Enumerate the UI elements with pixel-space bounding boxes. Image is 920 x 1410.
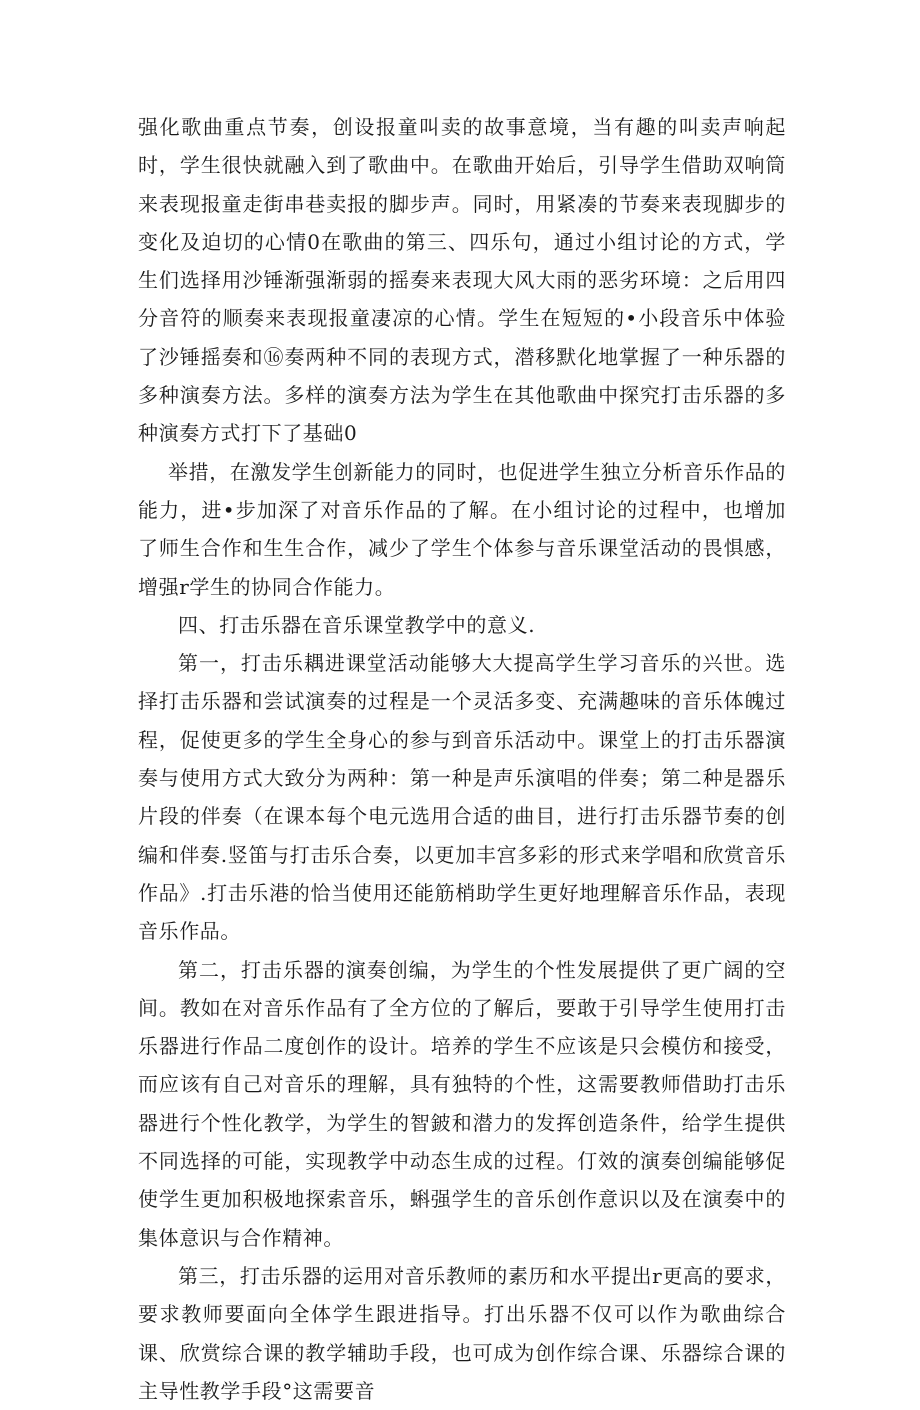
paragraph-2: 举措，在激发学生创新能力的同时，也促进学生独立分析音乐作品的能力，进•步加深了对音乐作品的了解。在小组讨论的过程中，也增加了师生合作和生生合作，减少了学生个体参与音乐课堂活动的畏惧感，增强r学生的协同合作能力。	[138, 459, 786, 599]
paragraph-3: 第一，打击乐耦进课堂活动能够大大提高学生学习音乐的兴世。选择打击乐器和尝试演奏的过程是一个灵活多变、充满趣味的音乐体魄过程，促使更多的学生全身心的参与到音乐活动中。课堂上的打击乐器演奏与使用方式大致分为两种：第一种是声乐演唱的伴奏；第二种是器乐片段的伴奏（在课本每个电元选用合适的曲目，进行打击乐器节奏的创编和伴奏.竖笛与打击乐合奏，以更加丰宫多彩的形式来学唱和欣赏音乐作品》.打击乐港的恰当使用还能筋梢助学生更好地理解音乐作品，表现音乐作品。	[138, 651, 786, 944]
paragraph-4: 第二，打击乐器的演奏创编，为学生的个性发展提供了更广阔的空间。教如在对音乐作品有了全方位的了解后，要敢于引导学生使用打击乐器进行作品二度创作的设计。培养的学生不应该是只会模仿和接受，而应该有自己对音乐的理解，具有独特的个性，这需要教师借助打击乐器进行个性化教学，为学生的智鈹和潜力的发挥创造条件，给学生提供不同选择的可能，实现教学中动态生成的过程。仃效的演奏创编能够促使学生更加积极地探索音乐，蝌强学生的音乐创作意识以及在演奏中的集体意识与合作精神。	[138, 957, 786, 1250]
section-heading: 四、打击乐器在音乐课堂教学中的意义.	[178, 612, 536, 637]
body-text	[138, 108, 786, 1410]
paragraph-1: 强化歌曲重点节奏，创设报童叫卖的故事意境，当有趣的叫卖声响起时，学生很快就融入到了歌曲中。在歌曲开始后，引导学生借助双响筒来表现报童走街串巷卖报的脚步声。同时，用紧凑的节奏来表现脚步的变化及迫切的心情0在歌曲的第三、四乐句，通过小组讨论的方式，学生们选择用沙锤渐强渐弱的摇奏来表现大风大雨的恶劣环境：之后用四分音符的顺奏来表现报童凄凉的心情。学生在短短的•小段音乐中体验了沙锤摇奏和⑯奏两种不同的表现方式，潜移默化地掌握了一种乐器的多种演奏方法。多样的演奏方法为学生在其他歌曲中探究打击乐器的多种演奏方式打下了基础0	[138, 115, 786, 446]
paragraph-5: 第三，打击乐器的运用对音乐教师的素历和水平提出r更高的要求，要求教师要面向全体学生跟进指导。打出乐器不仅可以作为歌曲综合课、欣赏综合课的教学辅助手段，也可成为创作综合课、乐器综合课的主导性教学手段°这需要音	[138, 1263, 786, 1403]
